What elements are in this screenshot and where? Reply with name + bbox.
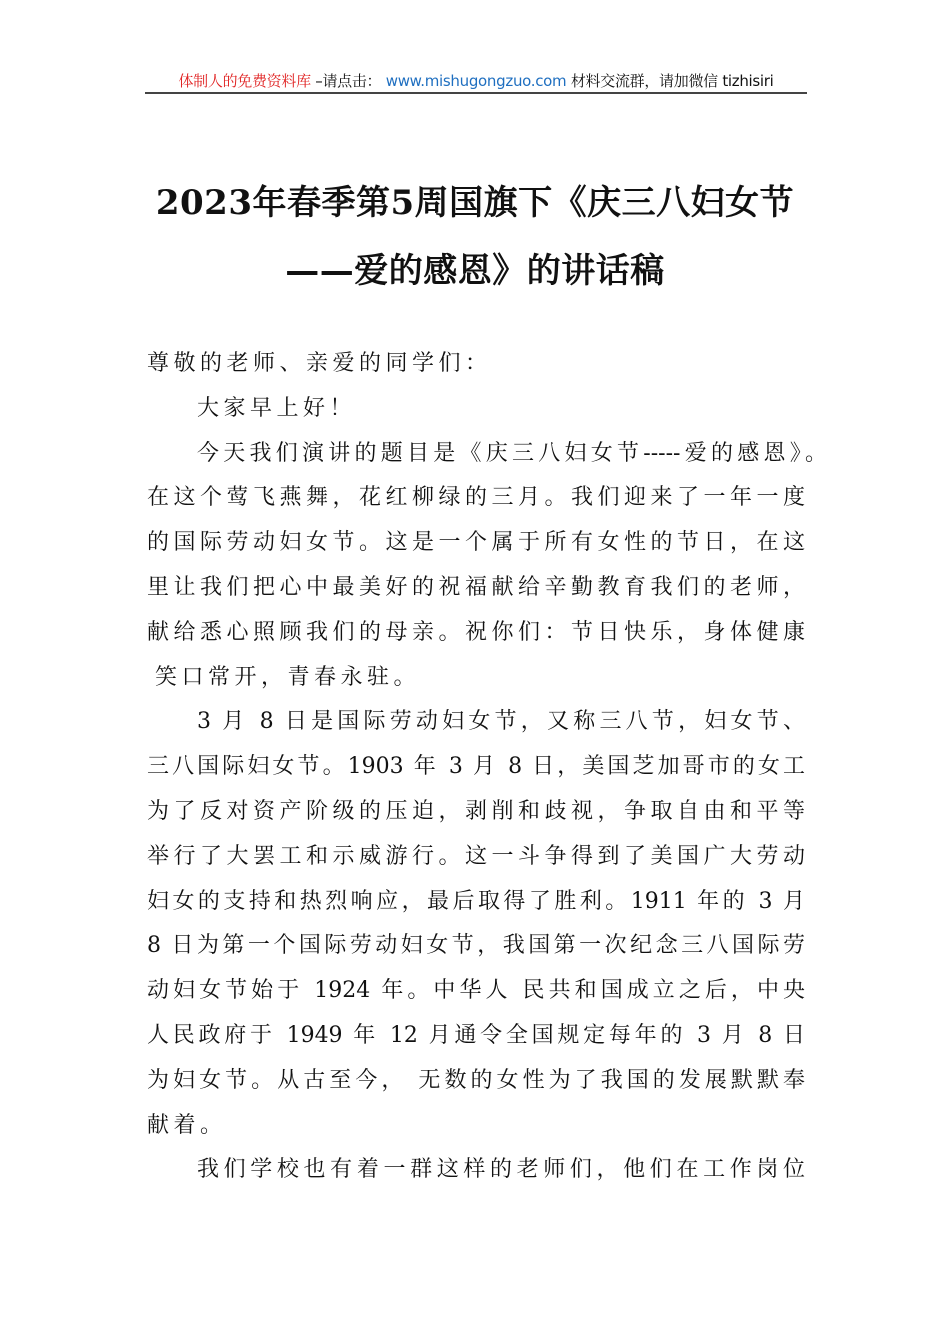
text-line: 献给悉心照顾我们的母亲。祝你们：节日快乐，身体健康: [147, 619, 805, 645]
text-line: 今天我们演讲的题目是《庆三八妇女节-----爱的感恩》。: [197, 440, 827, 466]
text-line: 为妇女节。从古至今， 无数的女性为了我国的发展默默奉: [147, 1067, 805, 1093]
salutation: 尊敬的老师、亲爱的同学们：: [147, 351, 492, 376]
text-line: 大家早上好！: [197, 395, 357, 421]
text-line: 妇女的支持和热烈响应，最后取得了胜利。1911 年的 3 月: [147, 888, 805, 914]
text-line: 里让我们把心中最美好的祝福献给辛勤教育我们的老师，: [147, 574, 805, 600]
site-link[interactable]: www.mishugongzuo.com: [385, 72, 567, 90]
text-line: 动妇女节始于 1924 年。中华人 民共和国成立之后，中央: [147, 978, 805, 1004]
header-prompt: –请点击：: [315, 72, 382, 90]
text-line: 笑口常开，青春永驻。: [155, 664, 421, 690]
text-line: 的国际劳动妇女节。这是一个属于所有女性的节日，在这: [147, 530, 805, 556]
text-line: 8 日为第一个国际劳动妇女节，我国第一次纪念三八国际劳: [147, 933, 805, 959]
header-suffix: 材料交流群，请加微信 tizhisiri: [570, 72, 774, 90]
document-title-line-2: ——爱的感恩》的讲话稿: [285, 251, 665, 291]
text-line: 在这个莺飞燕舞，花红柳绿的三月。我们迎来了一年一度: [147, 485, 805, 511]
document-title-line-1: 2023年春季第5周国旗下《庆三八妇女节: [155, 183, 795, 223]
text-line: 举行了大罢工和示威游行。这一斗争得到了美国广大劳动: [147, 843, 805, 869]
text-line: 人民政府于 1949 年 12 月通令全国规定每年的 3 月 8 日: [147, 1022, 805, 1048]
document-body: [147, 342, 827, 1193]
page-header: [145, 70, 807, 94]
text-line: 三八国际妇女节。1903 年 3 月 8 日，美国芝加哥市的女工: [147, 754, 805, 780]
text-line: 3 月 8 日是国际劳动妇女节，又称三八节，妇女节、: [197, 709, 805, 735]
site-name: 体制人的免费资料库: [178, 72, 311, 90]
text-line: 我们学校也有着一群这样的老师们，他们在工作岗位: [197, 1157, 805, 1183]
text-line: 为了反对资产阶级的压迫，剥削和歧视，争取自由和平等: [147, 798, 805, 824]
text-line: 献着。: [147, 1112, 227, 1138]
